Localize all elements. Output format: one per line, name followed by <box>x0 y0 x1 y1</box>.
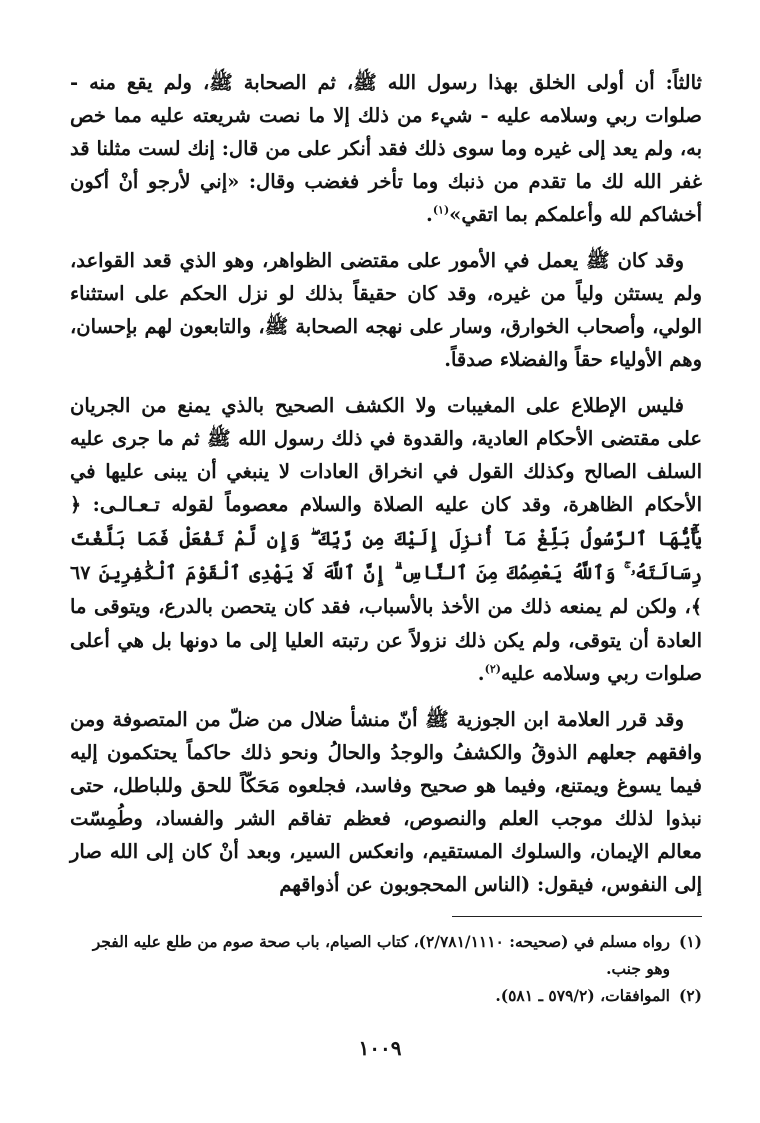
paragraph-1-lead: ثالثاً: <box>665 71 702 94</box>
footnote-divider <box>452 916 702 917</box>
page-number: ١٠٠٩ <box>358 1036 402 1060</box>
footnote-2 <box>70 982 702 1009</box>
paragraph-3-end: . <box>477 662 485 685</box>
quran-verse: ﴿ يَٰٓأَيُّهَا ٱلرَّسُولُ بَلِّغْ مَآ أُنزِلَ إِلَيْكَ مِن رَّبِّكَ ۖ وَإِن لَّمْ تَفْعَلْ فَمَا بَلَّغْتَ رِسَالَتَهُۥ ۚ وَٱللَّهُ يَعْصِمُكَ مِنَ ٱلنَّاسِ ۗ إِنَّ ٱللَّهَ لَا يَهْدِى ٱلْقَوْمَ ٱلْكَٰفِرِينَ ٦٧ ﴾ <box>70 494 702 618</box>
footnote-ref-1: (١) <box>432 203 450 217</box>
paragraph-4-quote: (الناس المحجوبون عن أذواقهم <box>279 873 531 896</box>
footnote-ref-2: (٢) <box>484 662 501 676</box>
footnote-1-number: (١) <box>678 932 702 951</box>
footnote-1 <box>70 928 702 982</box>
paragraph-3-text-a: فليس الإطلاع على المغيبات ولا الكشف الصحيح بالذي يمنع من الجريان على مقتضى الأحكام العادية، والقدوة في ذلك رسول الله ﷺ ثم ما جرى عليه السلف الصالح وكذلك القول في انخراق العادات لا ينبغي أن يبنى عليها في الأحكام الظاهرة، وقد كان عليه الصلاة والسلام معصوماً لقوله تـعـالـى: <box>70 394 702 516</box>
paragraph-2: وقد كان ﷺ يعمل في الأمور على مقتضى الظواهر، وهو الذي قعد القواعد، ولم يستثن ولياً من غيره، وقد كان حقيقاً بذلك لو نزل الحكم على استثناء الولي، وأصحاب الخوارق، وسار على نهجه الصحابة ﷺ، والتابعون لهم بإحسان، وهم الأولياء حقاً والفضلاء صدقاً. <box>70 249 702 371</box>
paragraph-4 <box>70 703 702 901</box>
footnote-2-number: (٢) <box>678 986 702 1005</box>
paragraph-1-text: أن أولى الخلق بهذا رسول الله ﷺ، ثم الصحابة ﷺ، ولم يقع منه - صلوات ربي وسلامه عليه - شيء من ذلك إلا ما نصت شريعته عليه مما خص به، ولم يعد إلى غيره وما سوى ذلك فقد أنكر على من قال: إنك لست مثلنا قد غفر الله لك ما تقدم من ذنبك وما تأخر فغضب وقال: «إني لأرجو أنْ أكون أخشاكم لله وأعلمكم بما اتقي» <box>70 71 702 226</box>
footnotes <box>70 928 702 1009</box>
paragraph-1: ثالثاً: أن أولى الخلق بهذا رسول الله ﷺ، ثم الصحابة ﷺ، ولم يقع منه - صلوات ربي وسلامه عليه - شيء من ذلك إلا ما نصت شريعته عليه مما خص به، ولم يعد إلى غيره وما سوى ذلك فقد أنكر على من قال: إنك لست مثلنا قد غفر الله لك ما تقدم من ذنبك وما تأخر فغضب وقال: «إني لأرجو أنْ أكون أخشاكم لله وأعلمكم بما اتقي»$^{(١)}$. <box>70 71 702 226</box>
paragraph-4-text: وقد قرر العلامة ابن الجوزية ﷺ أنّ منشأ ضلال من ضلّ من المتصوفة ومن وافقهم جعلهم الذوقُ والكشفُ والوجدُ والحالُ ونحو ذلك حاكماً يحتكمون إليه فيما يسوغ ويمتنع، وفيما هو صحيح وفاسد، فجلعوه مَحَكّاً للحق وللباطل، حتى نبذوا لذلك موجب العلم والنصوص، فعظم تفاقم الشر والفساد، وطُمِسّت معالم الإيمان، والسلوك المستقيم، وانعكس السير، وبعد أنْ كان إلى الله صار إلى النفوس، فيقول: <box>70 708 702 896</box>
footnote-2-text: الموافقات، (٥٧٩/٢ ـ ٥٨١). <box>495 986 670 1005</box>
main-text <box>70 66 702 914</box>
paragraph-3-text-b: ، ولكن لم يمنعه ذلك من الأخذ بالأسباب، فقد كان يتحصن بالدرع، ويتوقى ما العادة أن يتوقى، ولم يكن ذلك نزولاً عن رتبته العليا إلى ما دونها بل هي أعلى صلوات ربي وسلامه عليه <box>70 595 702 685</box>
footnote-1-text: رواه مسلم في (صحيحه: ٢/٧٨١/١١١٠)، كتاب الصيام، باب صحة صوم من طلع عليه الفجر وهو جنب. <box>92 932 670 978</box>
paragraph-3 <box>70 389 702 690</box>
